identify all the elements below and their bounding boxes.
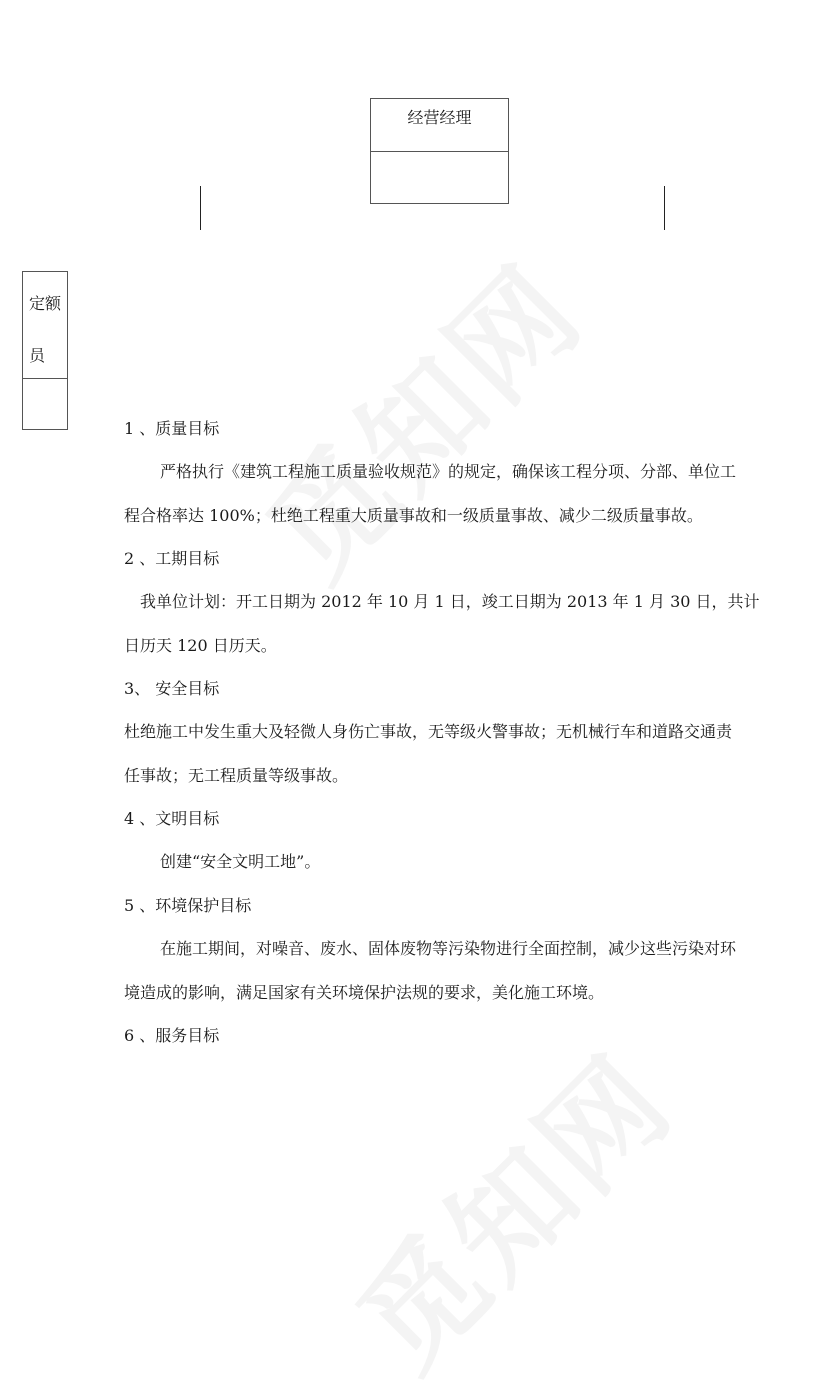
section-paragraph: 日历天 120 日历天。 <box>124 636 277 655</box>
connector-line-right <box>664 186 665 230</box>
section-heading-civilization: 4 、文明目标 <box>124 809 220 828</box>
quota-label-line1: 定额 <box>29 294 62 313</box>
section-heading-environment: 5 、环境保护目标 <box>124 896 252 915</box>
quota-label-line2: 员 <box>29 346 46 365</box>
watermark <box>225 222 614 611</box>
org-box-quota-label <box>23 272 67 379</box>
section-paragraph: 我单位计划：开工日期为 2012 年 10 月 1 日，竣工日期为 2013 年 1 月 30 日，共计 <box>140 592 760 611</box>
section-paragraph: 程合格率达 100%；杜绝工程重大质量事故和一级质量事故、减少二级质量事故。 <box>124 506 703 525</box>
section-paragraph: 杜绝施工中发生重大及轻微人身伤亡事故，无等级火警事故；无机械行车和道路交通责 <box>124 722 733 741</box>
org-box-manager-label: 经营经理 <box>371 99 508 152</box>
watermark <box>315 1012 704 1400</box>
section-heading-safety: 3、 安全目标 <box>124 679 220 698</box>
section-heading-service: 6 、服务目标 <box>124 1026 220 1045</box>
connector-line-left <box>200 186 201 230</box>
section-paragraph: 任事故；无工程质量等级事故。 <box>124 766 349 785</box>
org-box-manager <box>370 98 509 204</box>
section-paragraph: 境造成的影响，满足国家有关环境保护法规的要求，美化施工环境。 <box>124 983 605 1002</box>
section-paragraph: 在施工期间，对噪音、废水、固体废物等污染物进行全面控制，减少这些污染对环 <box>160 939 737 958</box>
section-heading-quality: 1 、质量目标 <box>124 419 220 438</box>
org-box-quota-clerk <box>22 271 68 430</box>
section-heading-schedule: 2 、工期目标 <box>124 549 220 568</box>
section-paragraph: 创建“安全文明工地”。 <box>160 852 321 871</box>
section-paragraph: 严格执行《建筑工程施工质量验收规范》的规定，确保该工程分项、分部、单位工 <box>160 462 737 481</box>
